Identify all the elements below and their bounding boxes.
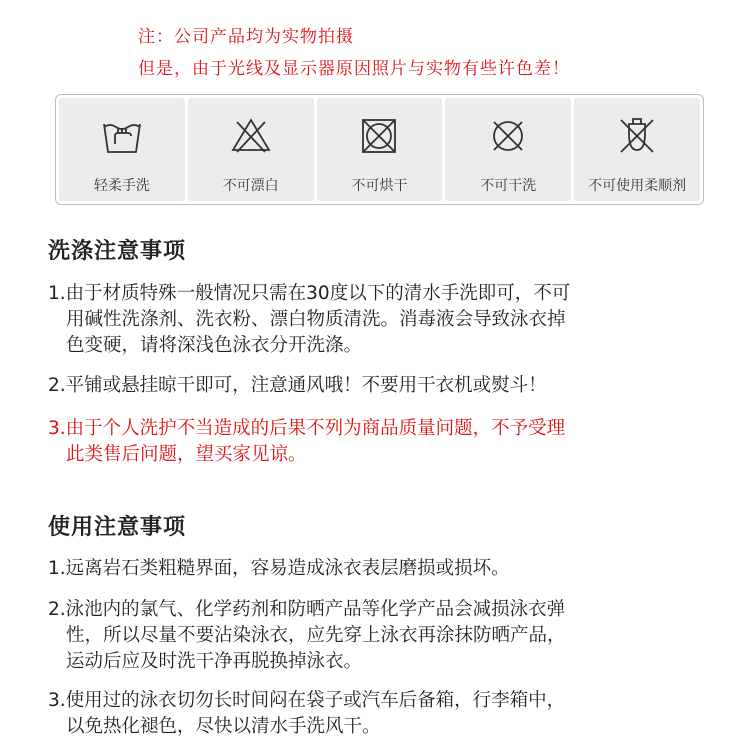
no-bleach-icon bbox=[229, 114, 273, 158]
care-item-no-tumble-dry bbox=[317, 98, 443, 201]
washing-section-title: 洗涤注意事项 bbox=[48, 239, 187, 264]
usage-item-1 bbox=[48, 556, 718, 582]
notice-line-1: 注：公司产品均为实物拍摄 bbox=[138, 27, 354, 47]
care-label-no-bleach: 不可漂白 bbox=[222, 178, 279, 194]
notice-line-2: 但是，由于光线及显示器原因照片与实物有些许色差！ bbox=[138, 59, 570, 79]
care-label-no-softener: 不可使用柔顺剂 bbox=[588, 178, 687, 194]
care-label-no-tumble-dry: 不可烘干 bbox=[351, 178, 408, 194]
usage-item-3 bbox=[48, 688, 718, 740]
washing-item-1-line-1: 1.由于材质特殊一般情况只需在30度以下的清水手洗即可，不可 bbox=[48, 283, 571, 304]
care-item-hand-wash bbox=[59, 98, 185, 201]
care-item-no-softener bbox=[574, 98, 700, 201]
care-label-no-dry-clean: 不可干洗 bbox=[480, 178, 537, 194]
usage-item-2-line-1: 2.泳池内的氯气、化学药剂和防晒产品等化学产品会减损泳衣弹 bbox=[48, 599, 566, 620]
usage-item-2 bbox=[48, 597, 718, 675]
usage-item-3-line-2: 以免热化褪色，尽快以清水手洗风干。 bbox=[66, 716, 381, 737]
washing-item-2-line-1: 2.平铺或悬挂晾干即可，注意通风哦！不要用干衣机或熨斗！ bbox=[48, 375, 547, 396]
washing-item-1-line-3: 色变硬，请将深浅色泳衣分开洗涤。 bbox=[66, 335, 363, 356]
usage-item-2-line-2: 性，所以尽量不要沾染泳衣，应先穿上泳衣再涂抹防晒产品， bbox=[66, 625, 566, 646]
no-tumble-dry-icon bbox=[357, 114, 401, 158]
care-item-no-dry-clean bbox=[445, 98, 571, 201]
no-softener-icon bbox=[615, 114, 659, 158]
washing-item-1 bbox=[48, 281, 718, 359]
usage-item-1-line-1: 1.远离岩石类粗糙界面，容易造成泳衣表层磨损或损坏。 bbox=[48, 558, 510, 579]
care-item-no-bleach bbox=[188, 98, 314, 201]
washing-item-3 bbox=[48, 416, 718, 468]
no-dry-clean-icon bbox=[486, 114, 530, 158]
usage-item-3-line-1: 3.使用过的泳衣切勿长时间闷在袋子或汽车后备箱，行李箱中， bbox=[48, 690, 566, 711]
usage-item-2-line-3: 运动后应及时洗干净再脱换掉泳衣。 bbox=[66, 651, 363, 672]
washing-item-3-line-2: 此类售后问题，望买家见谅。 bbox=[66, 444, 307, 465]
hand-wash-icon bbox=[100, 114, 144, 158]
washing-item-3-line-1: 3.由于个人洗护不当造成的后果不列为商品质量问题，不予受理 bbox=[48, 418, 566, 439]
usage-section-title: 使用注意事项 bbox=[48, 515, 187, 540]
washing-item-1-line-2: 用碱性洗涤剂、洗衣粉、漂白物质清洗。消毒液会导致泳衣掉 bbox=[66, 309, 566, 330]
care-label-hand-wash: 轻柔手洗 bbox=[93, 178, 150, 194]
care-instructions-panel bbox=[55, 94, 704, 205]
washing-item-2 bbox=[48, 373, 718, 399]
